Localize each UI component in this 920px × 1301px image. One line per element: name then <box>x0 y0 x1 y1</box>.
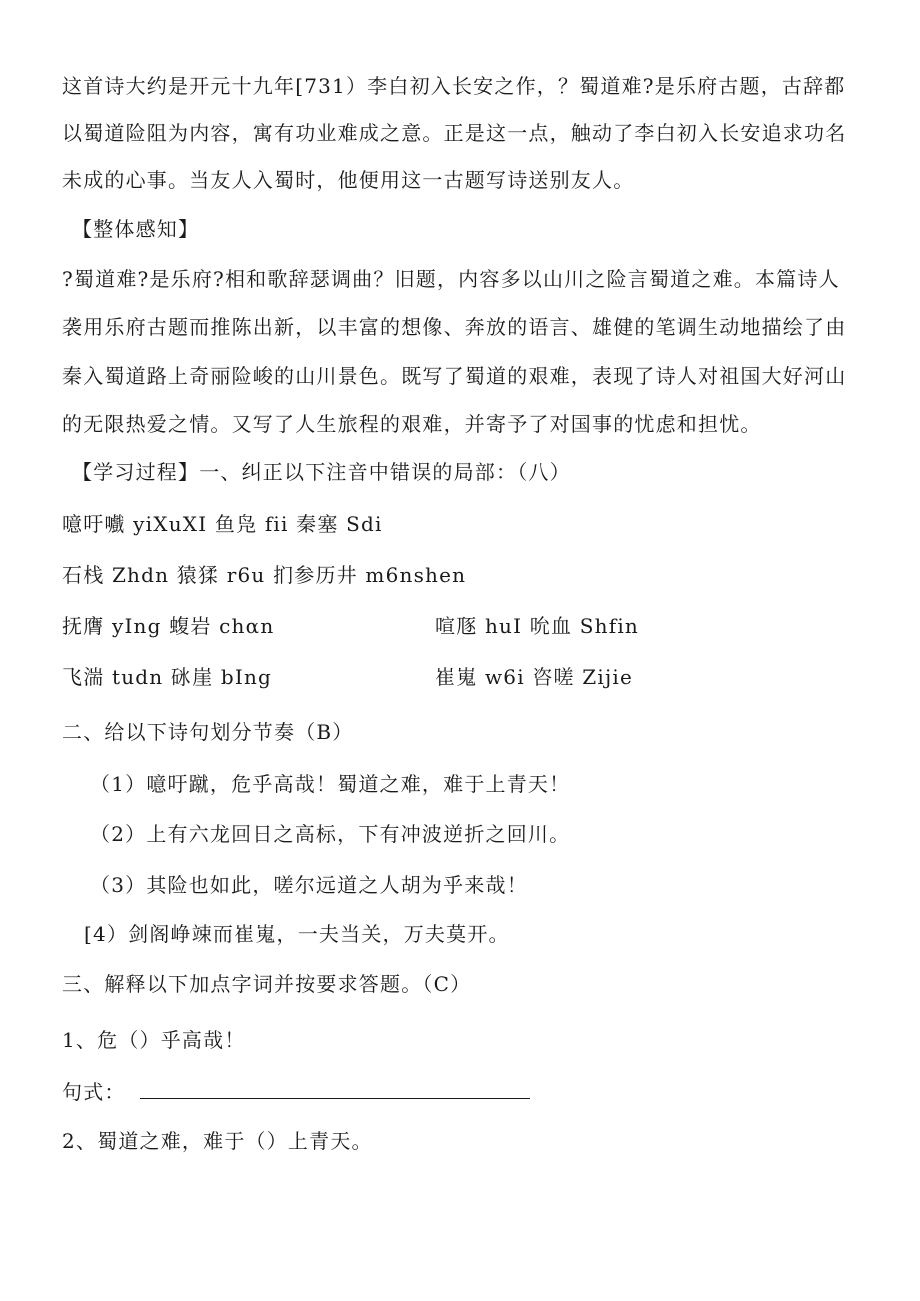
question-1: 1、危（）乎高哉！ <box>62 1028 246 1052</box>
pinyin-row-4 <box>62 663 634 691</box>
rhythm-item-4: [4）剑阁峥竦而崔嵬，一夫当关，万夫莫开。 <box>84 922 510 946</box>
sentence-pattern-label: 句式： <box>62 1080 126 1104</box>
overview-line-3: 秦入蜀道路上奇丽险峻的山川景色。既写了蜀道的艰难，表现了诗人对祖国大好河山 <box>62 364 847 388</box>
intro-line-1: 这首诗大约是开元十九年[731）李白初入长安之作，？蜀道难?是乐府古题，古辞都 <box>62 74 846 98</box>
intro-line-3: 未成的心事。当友人入蜀时，他便用这一古题写诗送别友人。 <box>62 168 635 192</box>
rhythm-item-2: （2）上有六龙回日之高标，下有冲波逆折之回川。 <box>90 822 571 846</box>
overview-line-2: 袭用乐府古题而推陈出新，以丰富的想像、奔放的语言、雄健的笔调生动地描绘了由 <box>62 315 847 339</box>
overview-heading: 【整体感知】 <box>72 217 200 241</box>
answer-blank-line[interactable] <box>140 1080 530 1099</box>
rhythm-heading: 二、给以下诗句划分节奏（B） <box>62 720 354 744</box>
pinyin-row-2: 石栈 Zhdn 猿猱 r6u 扪参历井 m6nshen <box>62 563 467 587</box>
process-heading: 【学习过程】一、纠正以下注音中错误的局部：（八） <box>72 460 571 484</box>
overview-line-4: 的无限热爱之情。又写了人生旅程的艰难，并寄予了对国事的忧虑和担忧。 <box>62 412 762 436</box>
pinyin-row-4-right: 崔嵬 w6i 咨嗟 Zijie <box>435 665 634 689</box>
pinyin-row-1: 噫吁嚱 yiXuXI 鱼凫 fii 秦塞 Sdi <box>62 512 383 536</box>
intro-line-2: 以蜀道险阻为内容，寓有功业难成之意。正是这一点，触动了李白初入长安追求功名 <box>62 121 847 145</box>
sentence-pattern-row <box>62 1078 530 1106</box>
question-2: 2、蜀道之难，难于（）上青天。 <box>62 1129 373 1153</box>
explain-heading: 三、解释以下加点字词并按要求答题。（C） <box>62 972 472 996</box>
pinyin-row-3-right: 喧豗 huI 吮血 Shfin <box>435 614 639 638</box>
overview-line-1: ?蜀道难?是乐府?相和歌辞瑟调曲？旧题，内容多以山川之险言蜀道之难。本篇诗人 <box>62 267 840 291</box>
pinyin-row-3 <box>62 612 639 640</box>
pinyin-row-3-left: 抚膺 yIng 蝮岩 chαn <box>62 614 275 638</box>
rhythm-item-1: （1）噫吁蹴，危乎高哉！蜀道之难，难于上青天！ <box>90 772 571 796</box>
rhythm-item-3: （3）其险也如此，嗟尔远道之人胡为乎来哉！ <box>90 873 528 897</box>
pinyin-row-4-left: 飞湍 tudn 砯崖 bIng <box>62 665 273 689</box>
